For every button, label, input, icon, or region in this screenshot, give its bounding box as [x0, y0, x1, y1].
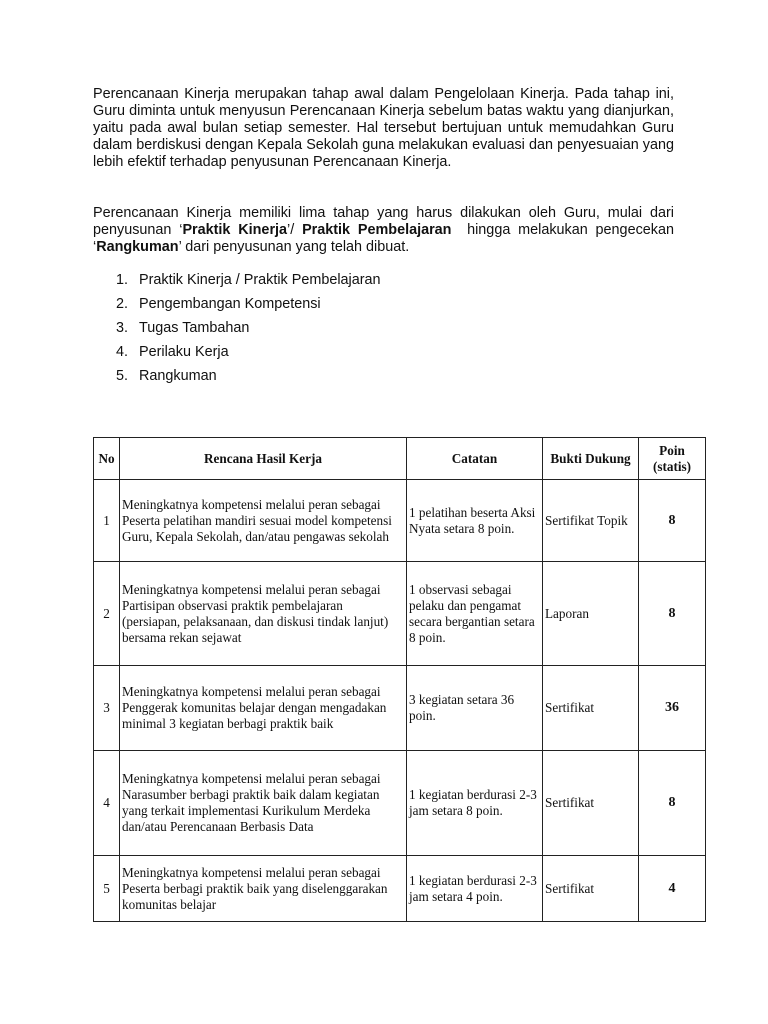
cell-rencana-hasil-kerja: Meningkatnya kompetensi melalui peran sebagai Peserta pelatihan mandiri sesuai model kompetensi Guru, Kepala Sekolah, dan/atau pengawas sekolah: [120, 480, 407, 562]
cell-bukti-dukung: Sertifikat: [543, 666, 639, 751]
cell-poin: 8: [639, 480, 706, 562]
paragraph-2-text: hingga melakukan pengecekan ‘: [93, 222, 678, 255]
cell-no: 4: [94, 751, 120, 856]
rencana-hasil-kerja-table: [93, 437, 706, 922]
list-item-label: Perilaku Kerja: [139, 344, 229, 360]
cell-no: 1: [94, 480, 120, 562]
cell-no: 2: [94, 562, 120, 666]
bold-praktik-pembelajaran: Praktik Pembelajaran: [302, 222, 452, 238]
list-item: [116, 294, 381, 318]
table-row: [94, 666, 706, 751]
table-row: [94, 751, 706, 856]
list-item: [116, 318, 381, 342]
cell-catatan: 3 kegiatan setara 36 poin.: [407, 666, 543, 751]
intro-paragraph-1: Perencanaan Kinerja merupakan tahap awal dalam Pengelolaan Kinerja. Pada tahap ini, Guru diminta untuk menyusun Perencanaan Kinerja sebelum batas waktu yang dianjurkan, yaitu pada awal bulan setiap semester. Hal tersebut bertujuan untuk memudahkan Guru dalam berdiskusi dengan Kepala Sekolah guna melakukan evaluasi dan penyesuaian yang lebih efektif terhadap penyusunan Perencanaan Kinerja.: [93, 86, 674, 170]
cell-rencana-hasil-kerja: Meningkatnya kompetensi melalui peran sebagai Penggerak komunitas belajar dengan mengadakan minimal 3 kegiatan berbagi praktik baik: [120, 666, 407, 751]
list-item-number: 1.: [116, 272, 129, 288]
paragraph-2-text: Perencanaan Kinerja memiliki lima tahap yang harus dilakukan oleh Guru, mulai dari penyusunan ‘: [93, 205, 674, 238]
list-item: [116, 342, 381, 366]
cell-catatan: 1 pelatihan beserta Aksi Nyata setara 8 poin.: [407, 480, 543, 562]
header-rencana-hasil-kerja: Rencana Hasil Kerja: [120, 438, 407, 480]
list-item-number: 3.: [116, 320, 129, 336]
list-item-number: 5.: [116, 368, 129, 384]
paragraph-2-text: ’ dari penyusunan yang telah dibuat.: [178, 239, 410, 255]
header-bukti-dukung: Bukti Dukung: [543, 438, 639, 480]
cell-rencana-hasil-kerja: Meningkatnya kompetensi melalui peran sebagai Narasumber berbagi praktik baik dalam kegiatan yang terkait implementasi Kurikulum Merdeka dan/atau Perencanaan Berbasis Data: [120, 751, 407, 856]
header-poin: [639, 438, 706, 480]
cell-no: 3: [94, 666, 120, 751]
list-item: [116, 270, 381, 294]
cell-catatan: 1 kegiatan berdurasi 2-3 jam setara 8 poin.: [407, 751, 543, 856]
list-item-label: Pengembangan Kompetensi: [139, 296, 321, 312]
steps-list: [116, 270, 381, 390]
intro-paragraph-2: [93, 205, 678, 256]
cell-bukti-dukung: Sertifikat Topik: [543, 480, 639, 562]
cell-no: 5: [94, 856, 120, 922]
list-item-label: Rangkuman: [139, 368, 217, 384]
cell-bukti-dukung: Laporan: [543, 562, 639, 666]
cell-rencana-hasil-kerja: Meningkatnya kompetensi melalui peran sebagai Peserta berbagi praktik baik yang diselenggarakan komunitas belajar: [120, 856, 407, 922]
list-item-label: Tugas Tambahan: [139, 320, 250, 336]
table-row: [94, 856, 706, 922]
cell-poin: 8: [639, 751, 706, 856]
table-row: [94, 562, 706, 666]
cell-poin: 8: [639, 562, 706, 666]
list-item-number: 2.: [116, 296, 129, 312]
header-catatan: Catatan: [407, 438, 543, 480]
list-item-number: 4.: [116, 344, 129, 360]
list-item: [116, 366, 381, 390]
cell-poin: 36: [639, 666, 706, 751]
header-no: No: [94, 438, 120, 480]
cell-catatan: 1 kegiatan berdurasi 2-3 jam setara 4 poin.: [407, 856, 543, 922]
paragraph-2-text: ’/: [287, 222, 303, 238]
header-poin-line2: (statis): [652, 458, 692, 474]
table-header-row: [94, 438, 706, 480]
cell-bukti-dukung: Sertifikat: [543, 856, 639, 922]
cell-rencana-hasil-kerja: Meningkatnya kompetensi melalui peran sebagai Partisipan observasi praktik pembelajaran (persiapan, pelaksanaan, dan diskusi tindak lanjut) bersama rekan sejawat: [120, 562, 407, 666]
bold-rangkuman: Rangkuman: [96, 239, 179, 255]
cell-bukti-dukung: Sertifikat: [543, 751, 639, 856]
cell-poin: 4: [639, 856, 706, 922]
list-item-label: Praktik Kinerja / Praktik Pembelajaran: [139, 272, 381, 288]
table-row: [94, 480, 706, 562]
cell-catatan: 1 observasi sebagai pelaku dan pengamat secara bergantian setara 8 poin.: [407, 562, 543, 666]
header-poin-line1: Poin: [659, 442, 685, 458]
bold-praktik-kinerja: Praktik Kinerja: [182, 222, 288, 238]
